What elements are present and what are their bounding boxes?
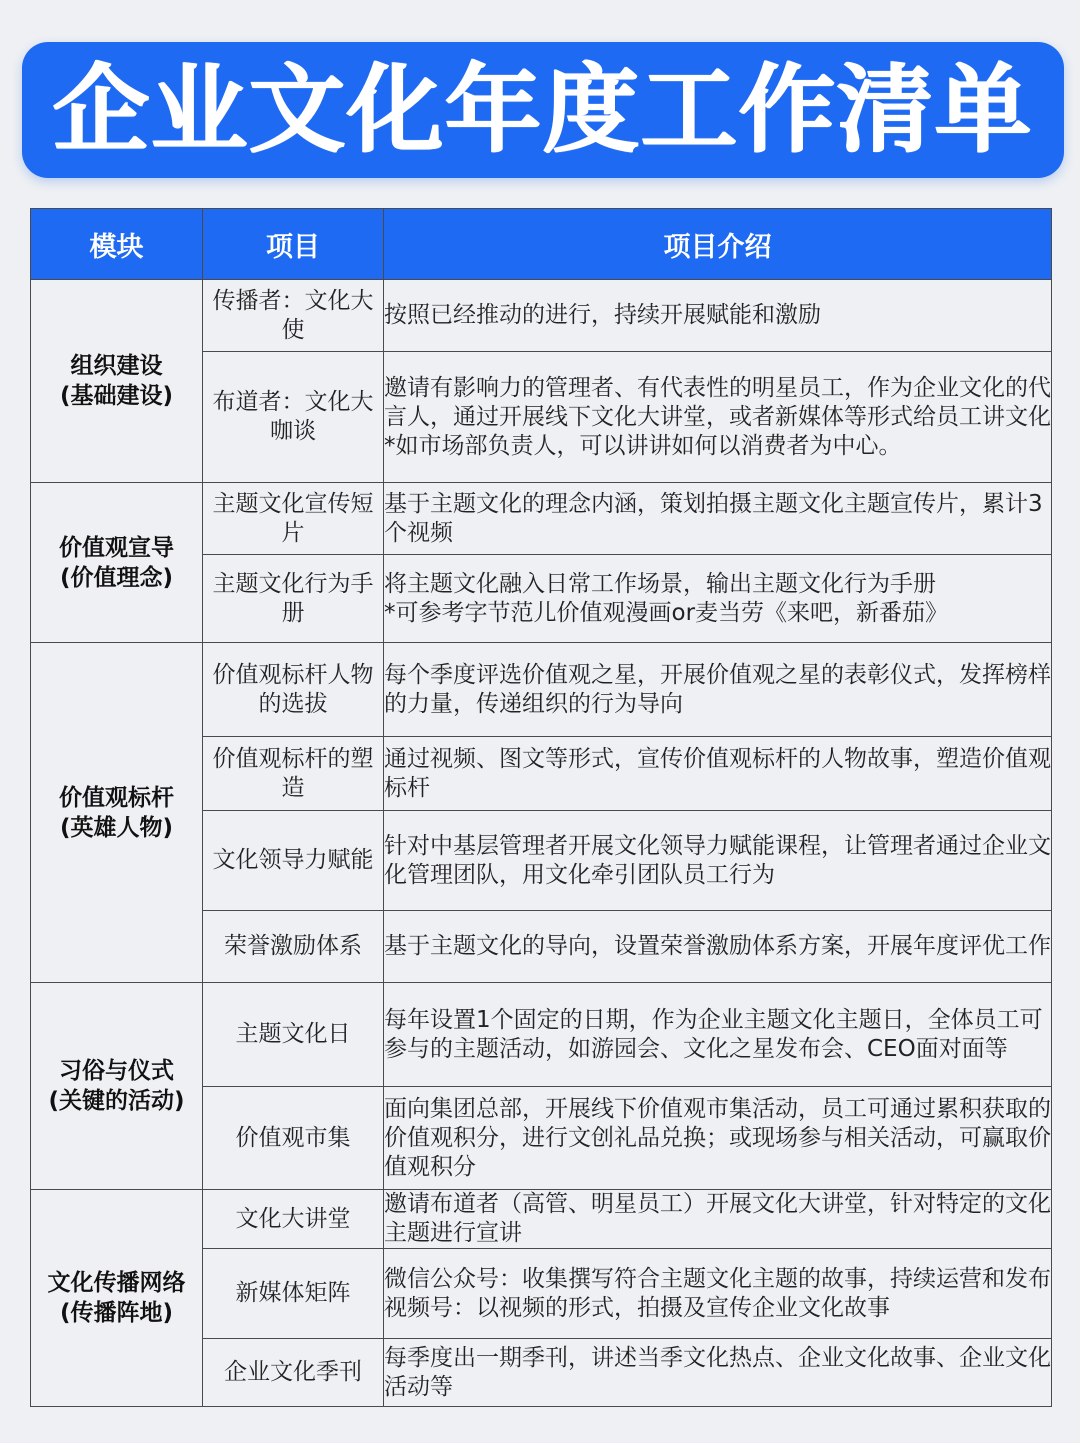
description-note: *如市场部负责人，可以讲讲如何以消费者为中心。	[384, 432, 902, 459]
description-cell	[384, 483, 1052, 555]
description-text: 视频号：以视频的形式，拍摄及宣传企业文化故事	[384, 1294, 890, 1321]
description-text: 针对中基层管理者开展文化领导力赋能课程，让管理者通过企业文化管理团队，用文化牵引团队员工行为	[384, 832, 1051, 888]
item-cell: 新媒体矩阵	[203, 1249, 384, 1339]
item-cell: 价值观标杆的塑造	[203, 737, 384, 811]
module-subtitle: (关键的活动)	[48, 1088, 185, 1114]
module-cell	[31, 483, 203, 643]
module-cell	[31, 983, 203, 1190]
page-title: 企业文化年度工作清单	[53, 54, 1033, 166]
item-cell: 价值观市集	[203, 1087, 384, 1190]
module-cell	[31, 280, 203, 483]
description-cell	[384, 983, 1052, 1087]
table-row	[31, 483, 1052, 555]
table-row	[31, 643, 1052, 737]
table-row	[31, 280, 1052, 352]
work-list-table	[30, 208, 1052, 1407]
description-cell	[384, 280, 1052, 352]
description-text: 按照已经推动的进行，持续开展赋能和激励	[384, 302, 821, 328]
description-cell	[384, 555, 1052, 643]
description-cell	[384, 643, 1052, 737]
module-name: 文化传播网络	[47, 1270, 186, 1296]
description-text: 邀请有影响力的管理者、有代表性的明星员工，作为企业文化的代言人，通过开展线下文化大讲堂，或者新媒体等形式给员工讲文化	[384, 374, 1051, 430]
header-module: 模块	[31, 209, 203, 280]
description-note: *可参考字节范儿价值观漫画or麦当劳《来吧，新番茄》	[384, 599, 949, 626]
item-cell: 布道者：文化大咖谈	[203, 352, 384, 483]
description-text: 每个季度评选价值观之星，开展价值观之星的表彰仪式，发挥榜样的力量，传递组织的行为导向	[384, 661, 1051, 717]
module-subtitle: (价值理念)	[59, 564, 174, 591]
table-row	[31, 983, 1052, 1087]
module-subtitle: (传播阵地)	[59, 1300, 174, 1326]
description-cell	[384, 811, 1052, 911]
description-text: 每年设置1个固定的日期，作为企业主题文化主题日，全体员工可参与的主题活动，如游园会、文化之星发布会、CEO面对面等	[384, 1006, 1043, 1062]
item-cell: 荣誉激励体系	[203, 911, 384, 983]
description-cell	[384, 1190, 1052, 1249]
description-cell	[384, 1339, 1052, 1407]
table-header-row	[31, 209, 1052, 280]
item-cell: 文化大讲堂	[203, 1190, 384, 1249]
description-cell	[384, 1087, 1052, 1190]
item-cell: 主题文化日	[203, 983, 384, 1087]
module-name: 习俗与仪式	[59, 1058, 174, 1084]
item-cell: 主题文化宣传短片	[203, 483, 384, 555]
item-cell: 传播者：文化大使	[203, 280, 384, 352]
description-text: 基于主题文化的理念内涵，策划拍摄主题文化主题宣传片，累计3个视频	[384, 490, 1043, 546]
description-text: 微信公众号：收集撰写符合主题文化主题的故事，持续运营和发布	[384, 1265, 1051, 1292]
module-name: 组织建设	[70, 353, 163, 379]
module-cell	[31, 643, 203, 983]
module-name: 价值观宣导	[59, 534, 174, 561]
description-text: 通过视频、图文等形式，宣传价值观标杆的人物故事，塑造价值观标杆	[384, 745, 1051, 801]
description-cell	[384, 911, 1052, 983]
table-row	[31, 1190, 1052, 1249]
item-cell: 主题文化行为手册	[203, 555, 384, 643]
description-text: 基于主题文化的导向，设置荣誉激励体系方案，开展年度评优工作	[384, 933, 1051, 959]
header-description: 项目介绍	[384, 209, 1052, 280]
item-cell: 文化领导力赋能	[203, 811, 384, 911]
module-subtitle: (英雄人物)	[59, 814, 174, 841]
description-cell	[384, 1249, 1052, 1339]
item-cell: 企业文化季刊	[203, 1339, 384, 1407]
module-name: 价值观标杆	[59, 784, 174, 811]
description-text: 面向集团总部，开展线下价值观市集活动，员工可通过累积获取的价值观积分，进行文创礼品兑换；或现场参与相关活动，可赢取价值观积分	[384, 1095, 1051, 1180]
description-text: 每季度出一期季刊，讲述当季文化热点、企业文化故事、企业文化活动等	[384, 1344, 1051, 1400]
description-cell	[384, 352, 1052, 483]
module-cell	[31, 1190, 203, 1407]
description-cell	[384, 737, 1052, 811]
header-item: 项目	[203, 209, 384, 280]
description-text: 邀请布道者（高管、明星员工）开展文化大讲堂，针对特定的文化主题进行宣讲	[384, 1191, 1051, 1246]
item-cell: 价值观标杆人物的选拔	[203, 643, 384, 737]
module-subtitle: (基础建设)	[59, 383, 174, 409]
title-banner	[22, 42, 1064, 178]
description-text: 将主题文化融入日常工作场景，输出主题文化行为手册	[384, 570, 936, 597]
